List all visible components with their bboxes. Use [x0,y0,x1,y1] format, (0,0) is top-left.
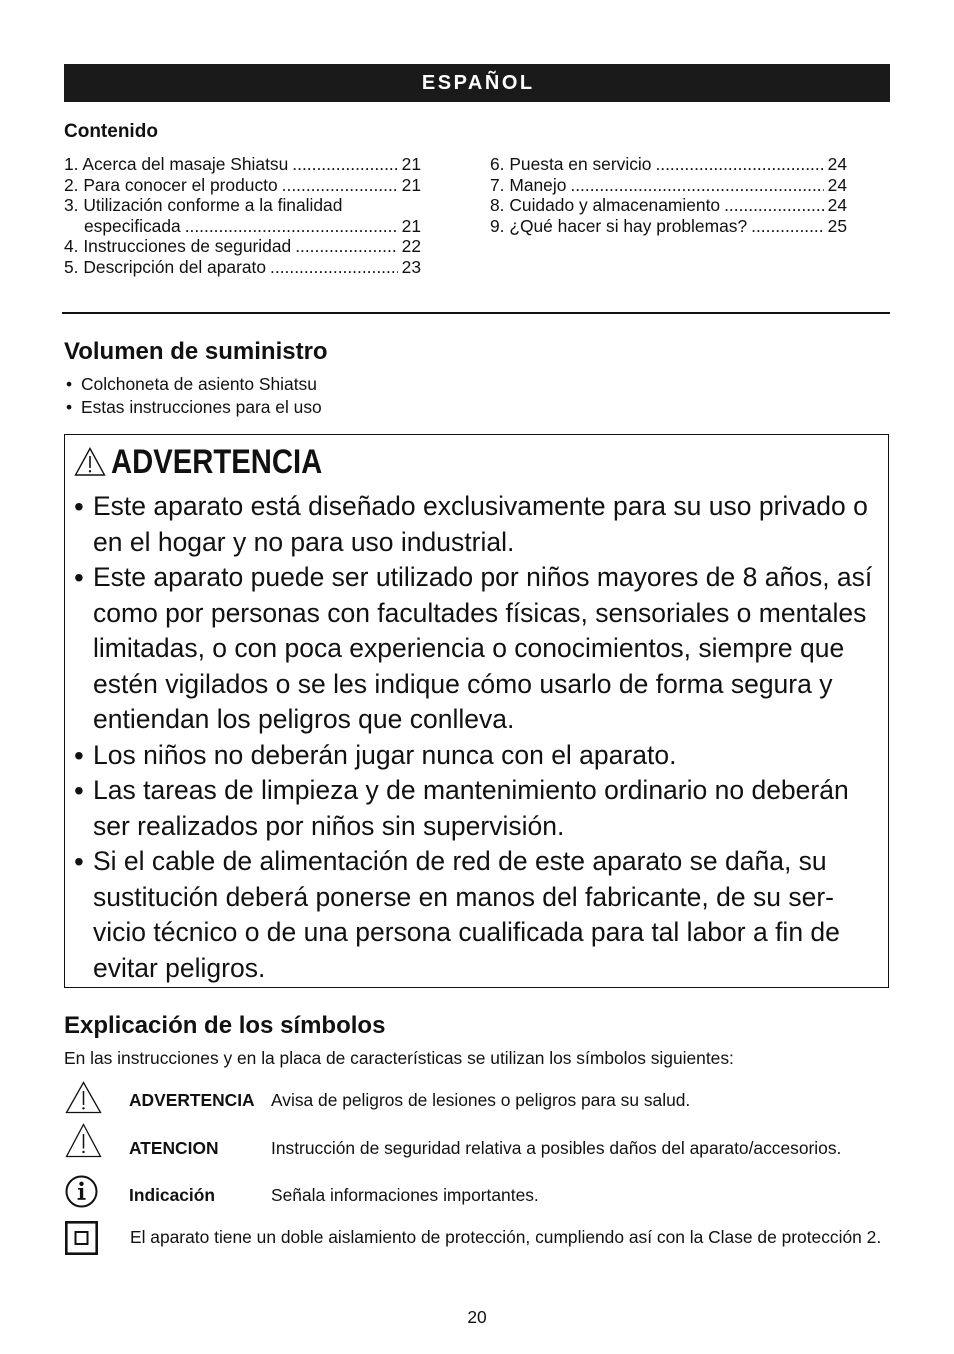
warning-item-line: • Las tareas de limpieza y de mantenimiento ordinario no deberán [93,775,849,805]
toc-entry-continuation [64,216,421,237]
toc-entry-page: 25 [827,215,847,236]
section-divider [62,312,890,314]
warning-item-line: limitadas, o con poca experiencia o conocimientos, siempre que [93,633,845,663]
warning-item-line: en el hogar y no para uso industrial. [93,526,515,557]
warning-box [64,434,889,988]
warning-triangle-icon [74,447,106,477]
symbol-label: ATENCION [129,1138,219,1158]
symbol-description: El aparato tiene un doble aislamiento de protección, cumpliendo así con la Clase de protección 2. [130,1227,882,1247]
toc-entry [64,257,421,278]
warning-item-line: entiendan los peligros que conlleva. [93,704,515,734]
symbol-label: Indicación [129,1185,216,1205]
toc-dot-leader [570,175,823,196]
warning-item-line: evitar peligros. [93,952,266,983]
symbol-description: Instrucción de seguridad relativa a posibles daños del aparato/accesorios. [271,1138,842,1158]
toc-entry-label: 9. ¿Qué hacer si hay problemas? [490,215,748,236]
toc-dot-leader [751,216,824,237]
toc-dot-leader [295,236,397,257]
warning-list [65,489,888,986]
toc-dot-leader [655,154,823,175]
toc-entry-page: 24 [827,195,847,215]
toc-entry-page: 21 [401,174,421,195]
toc-entry [490,154,847,175]
toc-entry-label-continued: especificada [84,215,181,236]
warning-item [65,489,888,560]
warning-item-line: ser realizados por niños sin supervisión. [93,810,565,841]
toc-entry [64,175,421,196]
page-number: 20 [467,1307,487,1327]
info-circle-icon [65,1175,98,1213]
toc-entry-page: 22 [401,236,421,256]
toc-entry-page: 24 [827,174,847,195]
warning-title: ADVERTENCIA [111,443,323,481]
toc-dot-leader [292,154,397,175]
supply-list-item: • Colchoneta de asiento Shiatsu [64,373,322,396]
toc-entry-label: 5. Descripción del aparato [64,256,267,277]
supply-list-item: • Estas instrucciones para el uso [64,396,322,419]
contents-title: Contenido [64,121,158,142]
toc-entry [490,175,847,196]
supply-title: Volumen de suministro [64,338,328,365]
caution-triangle-icon [65,1123,102,1163]
toc-entry-page: 21 [401,154,421,174]
warning-item-line: • Si el cable de alimentación de red de este aparato se daña, su [93,846,827,876]
toc-entry-label: 3. Utilización conforme a la finalidad [64,195,343,215]
warning-item-line: • Los niños no deberán jugar nunca con el aparato. [93,739,677,770]
toc-entry [64,236,421,257]
symbol-description: Señala informaciones importantes. [271,1185,539,1205]
warning-item-line: estén vigilados o se les indique cómo usarlo de forma segura y [93,668,833,699]
toc-dot-leader [724,195,824,216]
toc-entry [64,154,421,175]
toc-entry [490,195,847,216]
warning-item [65,560,888,738]
warning-triangle-icon [65,1081,102,1119]
warning-item [65,738,888,774]
toc-entry-label: 6. Puesta en servicio [490,154,652,174]
toc-dot-leader [282,175,398,196]
supply-list [64,373,322,419]
symbols-title: Explicación de los símbolos [64,1012,386,1039]
warning-item-line: • Este aparato puede ser utilizado por niños mayores de 8 años, así [93,562,873,592]
contents-right-column [490,154,847,236]
toc-entry-label: 4. Instrucciones de seguridad [64,236,292,256]
warning-item-line: • Este aparato está diseñado exclusivamente para su uso privado o [93,491,868,521]
toc-entry-page: 24 [827,154,847,174]
toc-entry-label: 1. Acerca del masaje Shiatsu [64,154,289,174]
toc-dot-leader [185,216,398,237]
toc-dot-leader [270,257,398,278]
toc-entry [490,216,847,237]
symbols-intro: En las instrucciones y en la placa de características se utilizan los símbolos siguientes: [64,1048,734,1068]
contents-left-column [64,154,421,277]
symbol-label: ADVERTENCIA [129,1090,255,1110]
warning-item-line: sustitución deberá ponerse en manos del fabricante, de su ser- [93,881,834,912]
double-insulation-icon [65,1221,98,1260]
toc-entry-label: 2. Para conocer el producto [64,174,278,195]
toc-entry-page: 21 [401,215,421,236]
toc-entry-label: 8. Cuidado y almacenamiento [490,195,721,215]
warning-item-line: vicio técnico o de una persona cualificada para tal labor a fin de [93,917,840,947]
symbol-description: Avisa de peligros de lesiones o peligros para su salud. [271,1090,691,1110]
warning-item [65,773,888,844]
toc-entry [64,195,421,216]
warning-item [65,844,888,986]
language-header-bar [64,64,890,102]
toc-entry-label: 7. Manejo [490,174,567,195]
toc-entry-page: 23 [401,256,421,277]
warning-item-line: como por personas con facultades físicas, sensoriales o mentales [93,597,867,628]
language-label: ESPAÑOL [421,72,535,94]
